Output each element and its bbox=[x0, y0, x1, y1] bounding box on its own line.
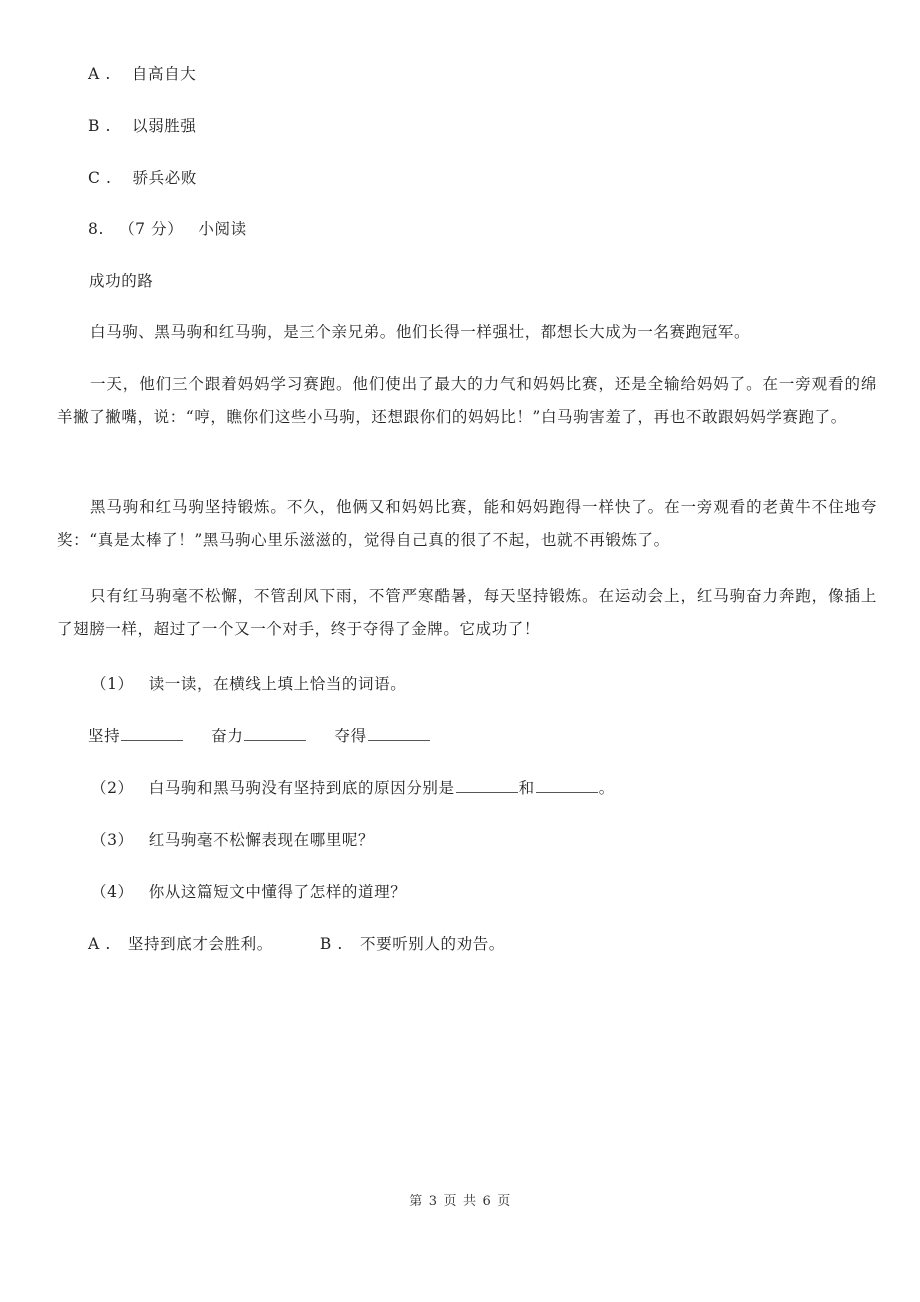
q4-options-row bbox=[88, 934, 505, 954]
question-score: （7 分） bbox=[119, 220, 184, 238]
sub-question-text: 白马驹和黑马驹没有坚持到底的原因分别是 bbox=[148, 779, 455, 797]
sub-question-text: 红马驹毫不松懈表现在哪里呢？ bbox=[148, 831, 375, 849]
option-c bbox=[88, 168, 197, 188]
option-label: A . bbox=[88, 935, 111, 953]
question-header bbox=[88, 219, 247, 239]
option-label: B . bbox=[319, 935, 343, 953]
option-text: 坚持到底才会胜利。 bbox=[127, 935, 273, 953]
sub-question-number: （1） bbox=[91, 675, 134, 693]
sub-question-end: 。 bbox=[598, 779, 615, 797]
option-text: 自高自大 bbox=[131, 65, 197, 83]
passage-paragraph-3: 黑马驹和红马驹坚持锻炼。不久，他俩又和妈妈比赛，能和妈妈跑得一样快了。在一旁观看的老黄牛不住地夸奖：“真是太棒了！”黑马驹心里乐滋滋的，觉得自己真的很了不起，也就不再锻炼了。 bbox=[57, 498, 877, 549]
option-label: A . bbox=[88, 65, 111, 83]
fill-word-3: 夺得 bbox=[334, 727, 367, 745]
option-label: B . bbox=[88, 117, 112, 135]
total-pages-number: 6 bbox=[482, 1194, 492, 1209]
passage-paragraph-4: 只有红马驹毫不松懈，不管刮风下雨，不管严寒酷暑，每天坚持锻炼。在运动会上，红马驹奋力奔跑，像插上了翅膀一样，超过了一个又一个对手，终于夺得了金牌。它成功了！ bbox=[57, 587, 877, 638]
q4-option-b[interactable] bbox=[320, 935, 505, 953]
sub-question-3 bbox=[91, 830, 374, 850]
passage-paragraph-1: 白马驹、黑马驹和红马驹，是三个亲兄弟。他们长得一样强壮，都想长大成为一名赛跑冠军。 bbox=[90, 323, 751, 341]
sub-question-4 bbox=[91, 882, 406, 902]
sub-question-2 bbox=[91, 778, 615, 798]
question-title: 小阅读 bbox=[198, 220, 247, 238]
q4-option-a[interactable] bbox=[88, 935, 278, 953]
page-unit: 页 bbox=[443, 1194, 457, 1209]
passage-title: 成功的路 bbox=[89, 272, 154, 290]
sub-question-number: （3） bbox=[91, 831, 134, 849]
option-text: 骄兵必败 bbox=[132, 169, 197, 187]
answer-blank-1[interactable] bbox=[121, 726, 183, 741]
passage-paragraph-2: 一天，他们三个跟着妈妈学习赛跑。他们使出了最大的力气和妈妈比赛，还是全输给妈妈了。在一旁观看的绵羊撇了撇嘴，说：“哼，瞧你们这些小马驹，还想跟你们的妈妈比！”白马驹害羞了，再也不敢跟妈妈学赛跑了。 bbox=[57, 375, 877, 426]
page-prefix: 第 bbox=[409, 1194, 423, 1209]
answer-blank-3[interactable] bbox=[368, 726, 430, 741]
sub-question-1 bbox=[91, 674, 406, 694]
option-text: 以弱胜强 bbox=[132, 117, 197, 135]
answer-blank-reason-2[interactable] bbox=[536, 778, 598, 793]
current-page-number: 3 bbox=[428, 1194, 438, 1209]
sub-question-text: 读一读，在横线上填上恰当的词语。 bbox=[148, 675, 407, 693]
answer-blank-reason-1[interactable] bbox=[456, 778, 518, 793]
option-b bbox=[88, 116, 197, 136]
option-text: 不要听别人的劝告。 bbox=[360, 935, 505, 953]
sub-question-number: （2） bbox=[91, 779, 134, 797]
total-prefix: 共 bbox=[463, 1194, 477, 1209]
answer-blank-2[interactable] bbox=[244, 726, 306, 741]
option-a bbox=[88, 64, 196, 84]
question-number: 8. bbox=[88, 220, 104, 238]
sub-question-connector: 和 bbox=[518, 779, 535, 797]
sub-question-number: （4） bbox=[91, 883, 134, 901]
total-unit: 页 bbox=[497, 1194, 511, 1209]
fill-word-1: 坚持 bbox=[88, 727, 121, 745]
page-indicator bbox=[0, 1190, 920, 1209]
fill-in-row bbox=[88, 726, 431, 746]
sub-question-text: 你从这篇短文中懂得了怎样的道理？ bbox=[148, 883, 407, 901]
option-label: C . bbox=[88, 169, 112, 187]
fill-word-2: 奋力 bbox=[211, 727, 244, 745]
